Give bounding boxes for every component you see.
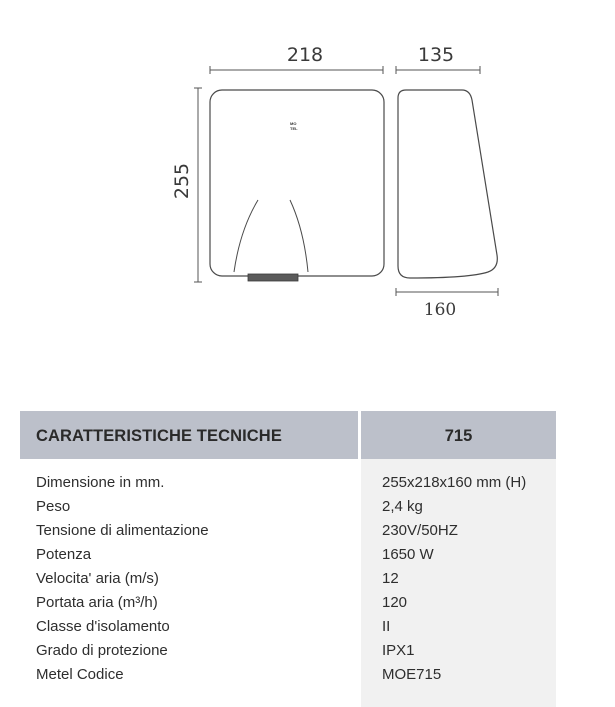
spec-value: 1650 W: [382, 546, 434, 563]
spec-value: 2,4 kg: [382, 498, 423, 515]
spec-table: [20, 411, 556, 707]
depth-bottom-dimension: [396, 288, 498, 320]
logo-line1: MO: [290, 121, 297, 126]
spec-label: Peso: [36, 498, 71, 515]
spec-label: Grado di protezione: [36, 642, 168, 659]
spec-label: Classe d'isolamento: [36, 618, 170, 635]
spec-value: MOE715: [382, 666, 442, 683]
front-view: [210, 90, 384, 281]
spec-label: Dimensione in mm.: [36, 474, 165, 491]
spec-value: 120: [382, 594, 408, 611]
spec-label: Metel Codice: [36, 666, 124, 683]
table-row: [20, 471, 556, 495]
table-row: [20, 591, 556, 615]
spec-value: IPX1: [382, 642, 415, 659]
table-row: [20, 567, 556, 591]
spec-label: Tensione di alimentazione: [36, 522, 209, 539]
width-dimension: [210, 44, 383, 74]
spec-label: Portata aria (m³/h): [36, 594, 158, 611]
depth-top-label: 135: [417, 44, 455, 66]
spec-header-model: 715: [444, 427, 473, 445]
table-row: [20, 543, 556, 567]
spec-value: 255x218x160 mm (H): [382, 474, 527, 491]
spec-label: Potenza: [36, 546, 92, 563]
spec-value: 12: [382, 570, 399, 587]
width-label: 218: [286, 44, 324, 66]
spec-value: II: [382, 618, 391, 635]
spec-value: 230V/50HZ: [382, 522, 458, 539]
depth-bottom-label: 160: [423, 300, 457, 320]
side-view: [398, 90, 497, 278]
spec-header-title: CARATTERISTICHE TECNICHE: [36, 427, 282, 445]
height-label: 255: [171, 162, 193, 200]
spec-label: Velocita' aria (m/s): [36, 570, 159, 587]
table-row: [20, 639, 556, 663]
depth-top-dimension: [396, 44, 480, 74]
table-row: [20, 663, 556, 687]
technical-drawing: [0, 0, 615, 340]
table-row: [20, 519, 556, 543]
height-dimension: [171, 88, 202, 282]
table-row: [20, 615, 556, 639]
table-row: [20, 495, 556, 519]
logo-line2: TEL: [290, 126, 298, 131]
spec-rows: [20, 471, 556, 687]
